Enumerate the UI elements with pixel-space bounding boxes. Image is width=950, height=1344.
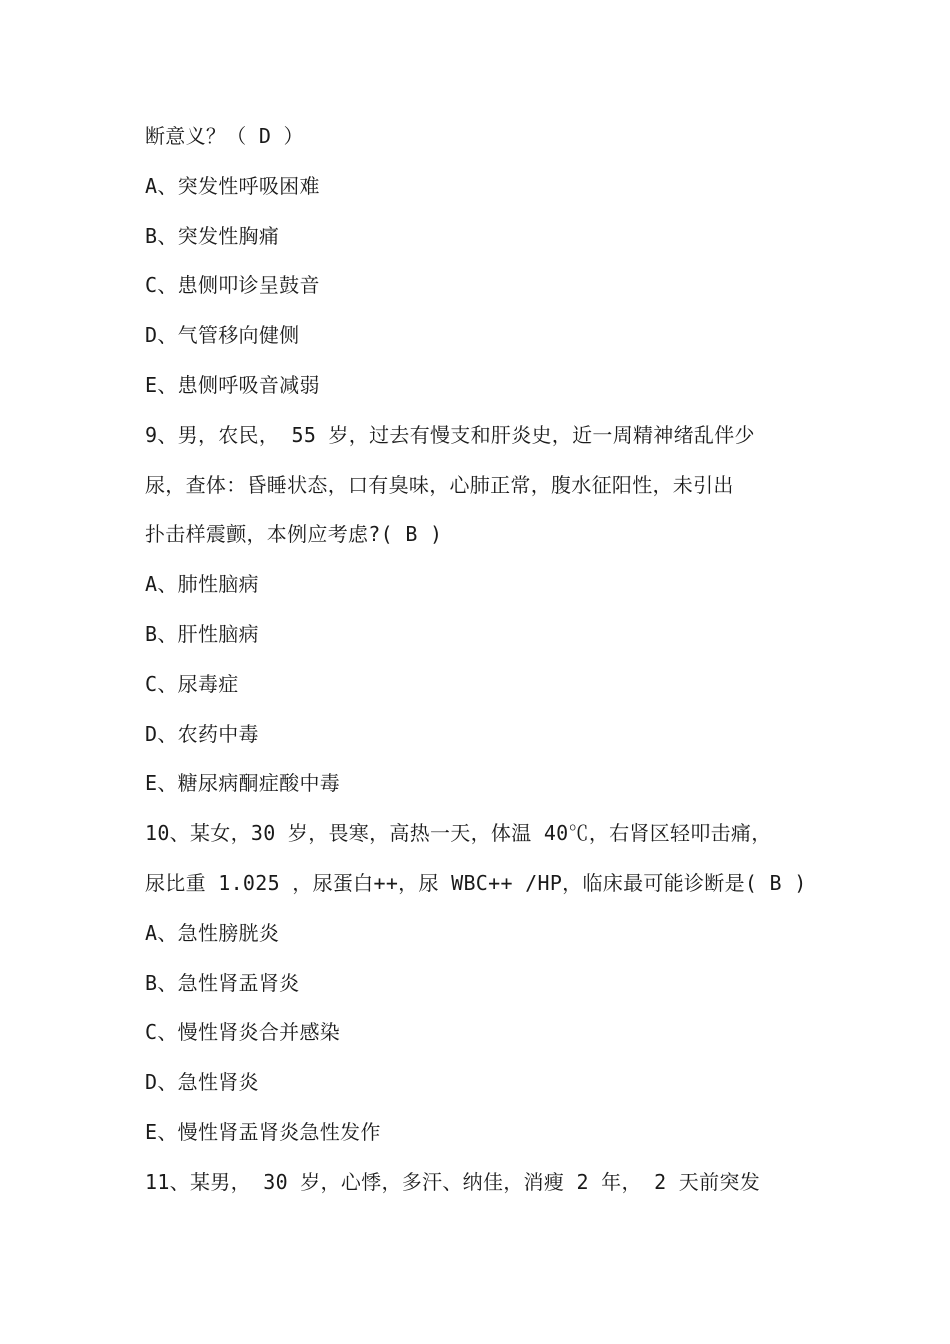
option-line: A、急性膀胱炎	[145, 920, 280, 945]
option-line: A、突发性呼吸困难	[145, 173, 320, 198]
option-line: D、农药中毒	[145, 721, 259, 746]
option-line: D、急性肾炎	[145, 1070, 259, 1095]
option-line: C、尿毒症	[145, 671, 239, 696]
option-line: E、糖尿病酮症酸中毒	[145, 771, 341, 796]
option-line: B、急性肾盂肾炎	[145, 970, 300, 995]
question-line: 11、某男， 30 岁，心悸，多汗、纳佳，消瘦 2 年， 2 天前突发	[145, 1169, 760, 1194]
question-line: 扑击样震颤，本例应考虑?( B )	[145, 522, 443, 547]
text-line: 断意义？（ D ）	[145, 124, 304, 148]
option-line: B、突发性胸痛	[145, 223, 280, 248]
question-line: 9、男，农民， 55 岁，过去有慢支和肝炎史，近一周精神绪乱伴少	[145, 422, 755, 447]
option-line: E、慢性肾盂肾炎急性发作	[145, 1119, 381, 1144]
question-line: 尿比重 1.025 ，尿蛋白++，尿 WBC++ /HP，临床最可能诊断是( B )	[145, 870, 807, 895]
option-line: E、患侧呼吸音减弱	[145, 372, 320, 397]
question-line: 10、某女，30 岁，畏寒，高热一天，体温 40℃，右肾区轻叩击痛，	[145, 821, 772, 846]
option-line: D、气管移向健侧	[145, 323, 300, 348]
option-line: C、患侧叩诊呈鼓音	[145, 273, 320, 298]
question-line: 尿，查体：昏睡状态，口有臭味，心肺正常，腹水征阳性，未引出	[145, 472, 734, 497]
option-line: C、慢性肾炎合并感染	[145, 1020, 341, 1045]
option-line: A、肺性脑病	[145, 572, 259, 597]
document-text	[145, 112, 835, 1208]
option-line: B、肝性脑病	[145, 621, 259, 646]
